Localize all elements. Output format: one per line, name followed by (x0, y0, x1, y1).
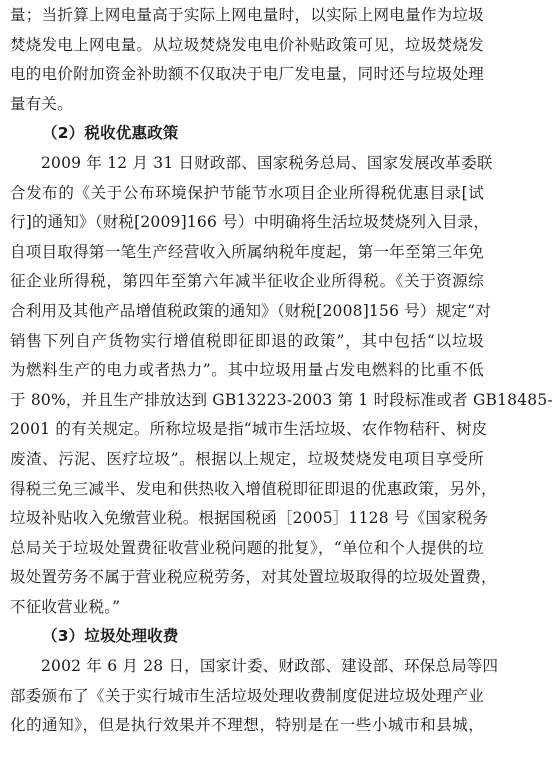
paragraph-line: 征企业所得税，第四年至第六年减半征收企业所得税。《关于资源综 (10, 272, 484, 291)
paragraph-line: 总局关于垃圾处置费征收营业税问题的批复》，“单位和个人提供的垃 (10, 538, 484, 557)
paragraph-line: 销售下列自产货物实行增值税即征即退的政策”，其中包括“以垃圾 (10, 331, 484, 350)
paragraph-line: 2002 年 6 月 28 日，国家计委、财政部、建设部、环保总局等四 (41, 657, 499, 676)
paragraph-line: 自项目取得第一笔生产经营收入所属纳税年度起，第一年至第三年免 (10, 242, 484, 261)
paragraph-line: 2001 的有关规定。所称垃圾是指“城市生活垃圾、农作物秸秆、树皮 (10, 420, 488, 439)
paragraph-line: 合发布的《关于公布环境保护节能节水项目企业所得税优惠目录[试 (10, 183, 484, 202)
section-heading-fee: （3）垃圾处理收费 (42, 627, 179, 646)
paragraph-line: 不征收营业税。” (10, 597, 121, 616)
paragraph-line: 于 80%，并且生产排放达到 GB13223-2003 第 1 时段标准或者 GB18485- (10, 390, 553, 409)
paragraph-line: 合利用及其他产品增值税政策的通知》（财税[2008]156 号）规定“对 (10, 301, 491, 320)
paragraph-line: 电的电价附加资金补助额不仅取决于电厂发电量，同时还与垃圾处理 (10, 65, 484, 84)
paragraph-line: 得税三免三减半、发电和供热收入增值税即征即退的优惠政策，另外， (10, 479, 497, 498)
paragraph-line: 垃圾补贴收入免缴营业税。根据国税函［2005］1128 号《国家税务 (10, 509, 489, 528)
paragraph-line: 为燃料生产的电力或者热力”。其中垃圾用量占发电燃料的比重不低 (10, 361, 484, 380)
watermark: ​ (10, 330, 52, 395)
paragraph-line: 废渣、污泥、医疗垃圾”。根据以上规定，垃圾焚烧发电项目享受所 (10, 449, 484, 468)
paragraph-line: 行]的通知》（财税[2009]166 号）中明确将生活垃圾焚烧列入目录， (10, 213, 490, 232)
section-heading-tax: （2）税收优惠政策 (42, 124, 179, 143)
body-text (10, 1, 553, 741)
paragraph-line: 焚烧发电上网电量。从垃圾焚烧发电电价补贴政策可见，垃圾焚烧发 (10, 35, 484, 54)
paragraph-line: 量；当折算上网电量高于实际上网电量时，以实际上网电量作为垃圾 (10, 6, 484, 24)
paragraph-line: 量有关。 (10, 94, 73, 113)
paragraph-line: 2009 年 12 月 31 日财政部、国家税务总局、国家发展改革委联 (41, 153, 493, 172)
paragraph-line: 部委颁布了《关于实行城市生活垃圾处理收费制度促进垃圾处理产业 (10, 686, 484, 705)
paragraph-line: 圾处置劳务不属于营业税应税劳务，对其处置垃圾取得的垃圾处置费， (10, 568, 497, 587)
paragraph-line: 化的通知》，但是执行效果并不理想，特别是在一些小城市和县城， (10, 716, 484, 735)
